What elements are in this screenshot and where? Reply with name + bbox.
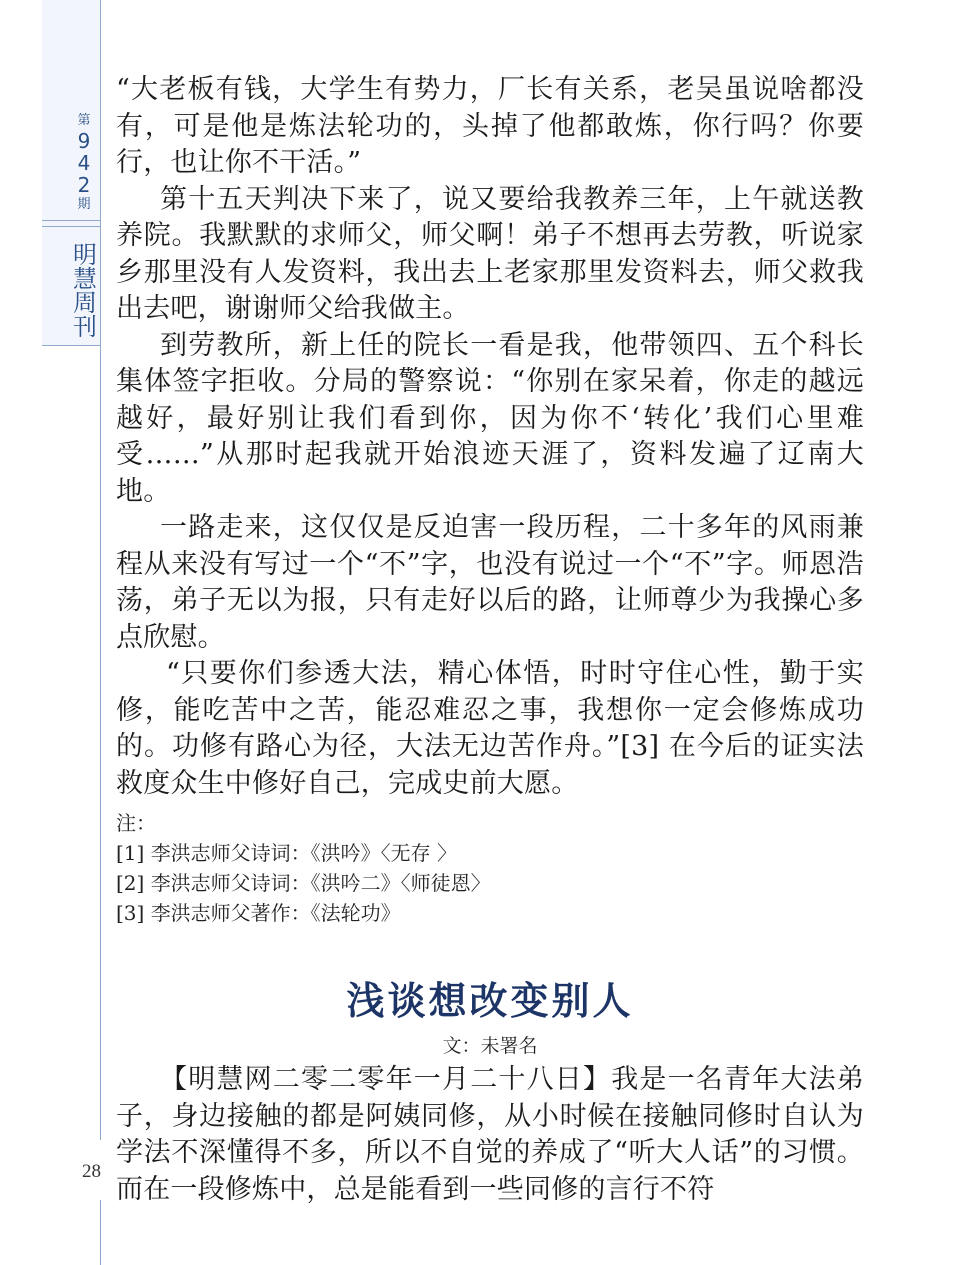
footnotes-heading: 注： (116, 811, 156, 835)
article-intro: 【明慧网二零二零年一月二十八日】我是一名青年大法弟子，身边接触的都是阿姨同修，从小时候在接触同修时自认为学法不深懂得不多，所以不自觉的养成了“听大人话”的习惯。而在一段修炼中，总是能看到一些同修的言行不符 (116, 1064, 864, 1205)
paragraph: 到劳教所，新上任的院长一看是我，他带领四、五个科长集体签字拒收。分局的警察说：“你别在家呆着，你走的越远越好，最好别让我们看到你，因为你不‘转化’我们心里难受……”从那时起我就开始浪迹天涯了，资料发遍了辽南大地。 (116, 329, 864, 507)
margin-rule (100, 0, 101, 1265)
article-title: 浅谈想改变别人 (346, 978, 634, 1023)
issue-number: 第 9 4 2 期 (77, 113, 91, 212)
sidebar-divider (42, 345, 100, 346)
paragraph: 第十五天判决下来了，说又要给我教养三年，上午就送教养院。我默默的求师父，师父啊！弟子不想再去劳教，听说家乡那里没有人发资料，我出去上老家那里发资料去，师父救我出去吧，谢谢师父给我做主。 (116, 183, 864, 324)
paragraph: 一路走来，这仅仅是反迫害一段历程，二十多年的风雨兼程从来没有写过一个“不”字，也没有说过一个“不”字。师恩浩荡，弟子无以为报，只有走好以后的路，让师尊少为我操心多点欣慰。 (116, 512, 864, 653)
footnotes (116, 808, 864, 928)
article-byline: 文：未署名 (442, 1035, 538, 1057)
footnote-item: [2] 李洪志师父诗词：《洪吟二》〈师徒恩〉 (116, 871, 491, 895)
paragraph: “只要你们参透大法，精心体悟，时时守住心性，勤于实修，能吃苦中之苦，能忍难忍之事，我想你一定会修炼成功的。功修有路心为径，大法无边苦作舟。”[3] 在今后的证实法救度众生中修好自己，完成史前大愿。 (116, 658, 864, 799)
paragraph: “大老板有钱，大学生有势力，厂长有关系，老吴虽说啥都没有，可是他是炼法轮功的，头掉了他都敢炼，你行吗？你要行，也让你不干活。” (116, 74, 864, 178)
magazine-name: 明 慧 周 刊 (73, 241, 97, 341)
sidebar-divider (42, 220, 100, 221)
footnote-item: [3] 李洪志师父著作：《法轮功》 (116, 901, 401, 925)
page-number: 28 (82, 1161, 101, 1182)
footnote-item: [1] 李洪志师父诗词：《洪吟》〈无存 〉 (116, 841, 458, 865)
sidebar-divider (42, 226, 100, 227)
main-content (116, 72, 864, 1208)
